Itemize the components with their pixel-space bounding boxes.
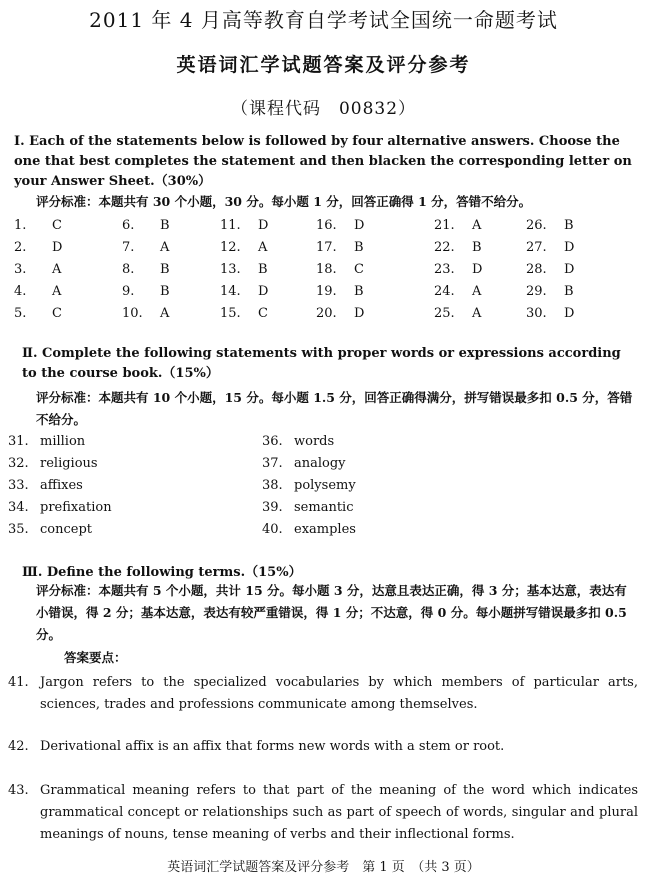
answer-word: semantic bbox=[294, 500, 354, 515]
section2-heading bbox=[22, 344, 634, 384]
answer-column bbox=[316, 218, 416, 328]
answer-item bbox=[316, 218, 416, 240]
answer-word: prefixation bbox=[40, 500, 112, 515]
document-title: 英语词汇学试题答案及评分参考 bbox=[176, 54, 471, 76]
question-number: 4. bbox=[14, 284, 27, 299]
answer-item bbox=[262, 456, 562, 478]
question-number: 37. bbox=[262, 456, 283, 471]
question-number: 18. bbox=[316, 262, 337, 277]
question-number: 16. bbox=[316, 218, 337, 233]
answer-letter: C bbox=[354, 262, 364, 277]
answer-item bbox=[14, 218, 114, 240]
answer-item bbox=[262, 522, 562, 544]
answer-word: words bbox=[294, 434, 335, 449]
answer-column bbox=[526, 218, 626, 328]
question-number: 11. bbox=[220, 218, 241, 233]
answer-item bbox=[434, 218, 534, 240]
section1-criteria: 评分标准：本题共有 30 个小题，30 分。每小题 1 分，回答正确得 1 分，答错不给分。 bbox=[36, 194, 532, 209]
answer-letter: C bbox=[52, 218, 62, 233]
answer-letter: D bbox=[258, 284, 269, 299]
answer-letter: D bbox=[564, 240, 575, 255]
section2-number: Ⅱ. bbox=[22, 346, 38, 361]
answer-item bbox=[220, 284, 320, 306]
question-number: 12. bbox=[220, 240, 241, 255]
answer-letter: D bbox=[354, 306, 365, 321]
answer-letter: B bbox=[160, 284, 170, 299]
answer-word: million bbox=[40, 434, 86, 449]
section2-answers-right bbox=[262, 434, 562, 544]
answer-column bbox=[220, 218, 320, 328]
answer-item bbox=[526, 284, 626, 306]
answer-item bbox=[220, 306, 320, 328]
answer-letter: A bbox=[472, 218, 482, 233]
answer-letter: B bbox=[354, 284, 364, 299]
answer-letter: B bbox=[472, 240, 482, 255]
answer-item bbox=[122, 262, 222, 284]
answer-letter: C bbox=[258, 306, 268, 321]
answer-item bbox=[434, 262, 534, 284]
question-number: 26. bbox=[526, 218, 547, 233]
answer-column bbox=[14, 218, 114, 328]
answer-item bbox=[220, 240, 320, 262]
answer-letter: B bbox=[564, 284, 574, 299]
question-number: 28. bbox=[526, 262, 547, 277]
question-number: 40. bbox=[262, 522, 283, 537]
section2-criteria: 评分标准：本题共有 10 个小题，15 分。每小题 1.5 分，回答正确得满分，拼写错误最多扣 0.5 分，答错不给分。 bbox=[36, 390, 633, 427]
question-number: 31. bbox=[8, 434, 29, 449]
answer-item bbox=[434, 284, 534, 306]
section2-instructions: Complete the following statements with proper words or expressions according to the course book.（15%） bbox=[22, 346, 621, 381]
course-code: （课程代码 00832） bbox=[230, 99, 417, 119]
definition-text: Jargon refers to the specialized vocabularies by which members of particular arts, sciences, trades and professions communicate among themselves. bbox=[40, 675, 638, 712]
question-number: 36. bbox=[262, 434, 283, 449]
answer-letter: C bbox=[52, 306, 62, 321]
section3-instructions: Define the following terms.（15%） bbox=[46, 565, 302, 580]
section1-instructions: Each of the statements below is followed by four alternative answers. Choose the one that best completes the statement and then blacken the corresponding letter on your Answer Sheet.（30%） bbox=[14, 134, 632, 189]
answer-word: polysemy bbox=[294, 478, 356, 493]
answer-item bbox=[434, 306, 534, 328]
question-number: 2. bbox=[14, 240, 27, 255]
answer-item bbox=[316, 284, 416, 306]
answer-letter: A bbox=[160, 306, 170, 321]
question-number: 15. bbox=[220, 306, 241, 321]
answer-letter: B bbox=[564, 218, 574, 233]
definition-item bbox=[8, 672, 638, 716]
answer-item bbox=[220, 218, 320, 240]
answer-item bbox=[526, 306, 626, 328]
definition-text: Grammatical meaning refers to that part of the meaning of the word which indicates grammatical concept or relationships such as part of speech of words, singular and plural meanings of nouns, tense meaning of verbs and their inflectional forms. bbox=[40, 783, 638, 842]
question-number: 19. bbox=[316, 284, 337, 299]
question-number: 38. bbox=[262, 478, 283, 493]
answer-item bbox=[262, 500, 562, 522]
answer-letter: D bbox=[52, 240, 63, 255]
question-number: 35. bbox=[8, 522, 29, 537]
question-number: 14. bbox=[220, 284, 241, 299]
question-number: 8. bbox=[122, 262, 135, 277]
answer-item bbox=[14, 240, 114, 262]
question-number: 22. bbox=[434, 240, 455, 255]
answer-letter: A bbox=[160, 240, 170, 255]
question-number: 5. bbox=[14, 306, 27, 321]
question-number: 41. bbox=[8, 675, 29, 690]
answer-letter: B bbox=[258, 262, 268, 277]
answer-letter: D bbox=[564, 262, 575, 277]
answer-item bbox=[526, 240, 626, 262]
answer-letter: A bbox=[472, 284, 482, 299]
question-number: 24. bbox=[434, 284, 455, 299]
answer-column bbox=[434, 218, 534, 328]
question-number: 1. bbox=[14, 218, 27, 233]
answer-letter: B bbox=[160, 218, 170, 233]
answer-letter: A bbox=[258, 240, 268, 255]
question-number: 43. bbox=[8, 783, 29, 798]
question-number: 23. bbox=[434, 262, 455, 277]
answer-item bbox=[14, 306, 114, 328]
answer-item bbox=[434, 240, 534, 262]
answer-word: affixes bbox=[40, 478, 83, 493]
section1-heading bbox=[14, 132, 634, 192]
answer-word: concept bbox=[40, 522, 92, 537]
answer-letter: D bbox=[258, 218, 269, 233]
answer-item bbox=[122, 284, 222, 306]
answer-letter: A bbox=[52, 262, 62, 277]
answer-item bbox=[122, 218, 222, 240]
answer-word: analogy bbox=[294, 456, 346, 471]
answer-letter: B bbox=[160, 262, 170, 277]
question-number: 7. bbox=[122, 240, 135, 255]
question-number: 25. bbox=[434, 306, 455, 321]
answer-item bbox=[262, 478, 562, 500]
answer-word: examples bbox=[294, 522, 356, 537]
question-number: 27. bbox=[526, 240, 547, 255]
answer-letter: D bbox=[354, 218, 365, 233]
question-number: 13. bbox=[220, 262, 241, 277]
answer-letter: B bbox=[354, 240, 364, 255]
answer-item bbox=[316, 262, 416, 284]
question-number: 3. bbox=[14, 262, 27, 277]
question-number: 10. bbox=[122, 306, 143, 321]
answer-item bbox=[14, 262, 114, 284]
question-number: 42. bbox=[8, 739, 29, 754]
answer-item bbox=[316, 240, 416, 262]
question-number: 6. bbox=[122, 218, 135, 233]
exam-title: 2011 年 4 月高等教育自学考试全国统一命题考试 bbox=[89, 8, 558, 32]
section1-number: I. bbox=[14, 134, 25, 149]
definition-item bbox=[8, 780, 638, 846]
answer-letter: A bbox=[52, 284, 62, 299]
definition-text: Derivational affix is an affix that forms new words with a stem or root. bbox=[40, 739, 505, 754]
answer-item bbox=[122, 240, 222, 262]
answer-letter: D bbox=[472, 262, 483, 277]
question-number: 9. bbox=[122, 284, 135, 299]
question-number: 39. bbox=[262, 500, 283, 515]
question-number: 21. bbox=[434, 218, 455, 233]
page-footer: 英语词汇学试题答案及评分参考 第 1 页 （共 3 页） bbox=[167, 860, 480, 875]
answer-key-label: 答案要点： bbox=[64, 650, 127, 665]
question-number: 17. bbox=[316, 240, 337, 255]
question-number: 30. bbox=[526, 306, 547, 321]
question-number: 32. bbox=[8, 456, 29, 471]
definition-item bbox=[8, 736, 638, 758]
question-number: 33. bbox=[8, 478, 29, 493]
answer-letter: A bbox=[472, 306, 482, 321]
answer-item bbox=[526, 218, 626, 240]
question-number: 29. bbox=[526, 284, 547, 299]
answer-item bbox=[262, 434, 562, 456]
answer-item bbox=[220, 262, 320, 284]
answer-item bbox=[14, 284, 114, 306]
answer-column bbox=[122, 218, 222, 328]
section3-number: Ⅲ. bbox=[22, 565, 43, 580]
answer-letter: D bbox=[564, 306, 575, 321]
answer-word: religious bbox=[40, 456, 98, 471]
section3-criteria: 评分标准：本题共有 5 个小题，共计 15 分。每小题 3 分，达意且表达正确，得 3 分；基本达意，表达有小错误，得 2 分；基本达意，表达有较严重错误，得 1 分；不达意，得 0 分。每小题拼写错误最多扣 0.5 分。 bbox=[36, 583, 627, 642]
question-number: 34. bbox=[8, 500, 29, 515]
answer-item bbox=[526, 262, 626, 284]
answer-item bbox=[122, 306, 222, 328]
answer-item bbox=[316, 306, 416, 328]
question-number: 20. bbox=[316, 306, 337, 321]
